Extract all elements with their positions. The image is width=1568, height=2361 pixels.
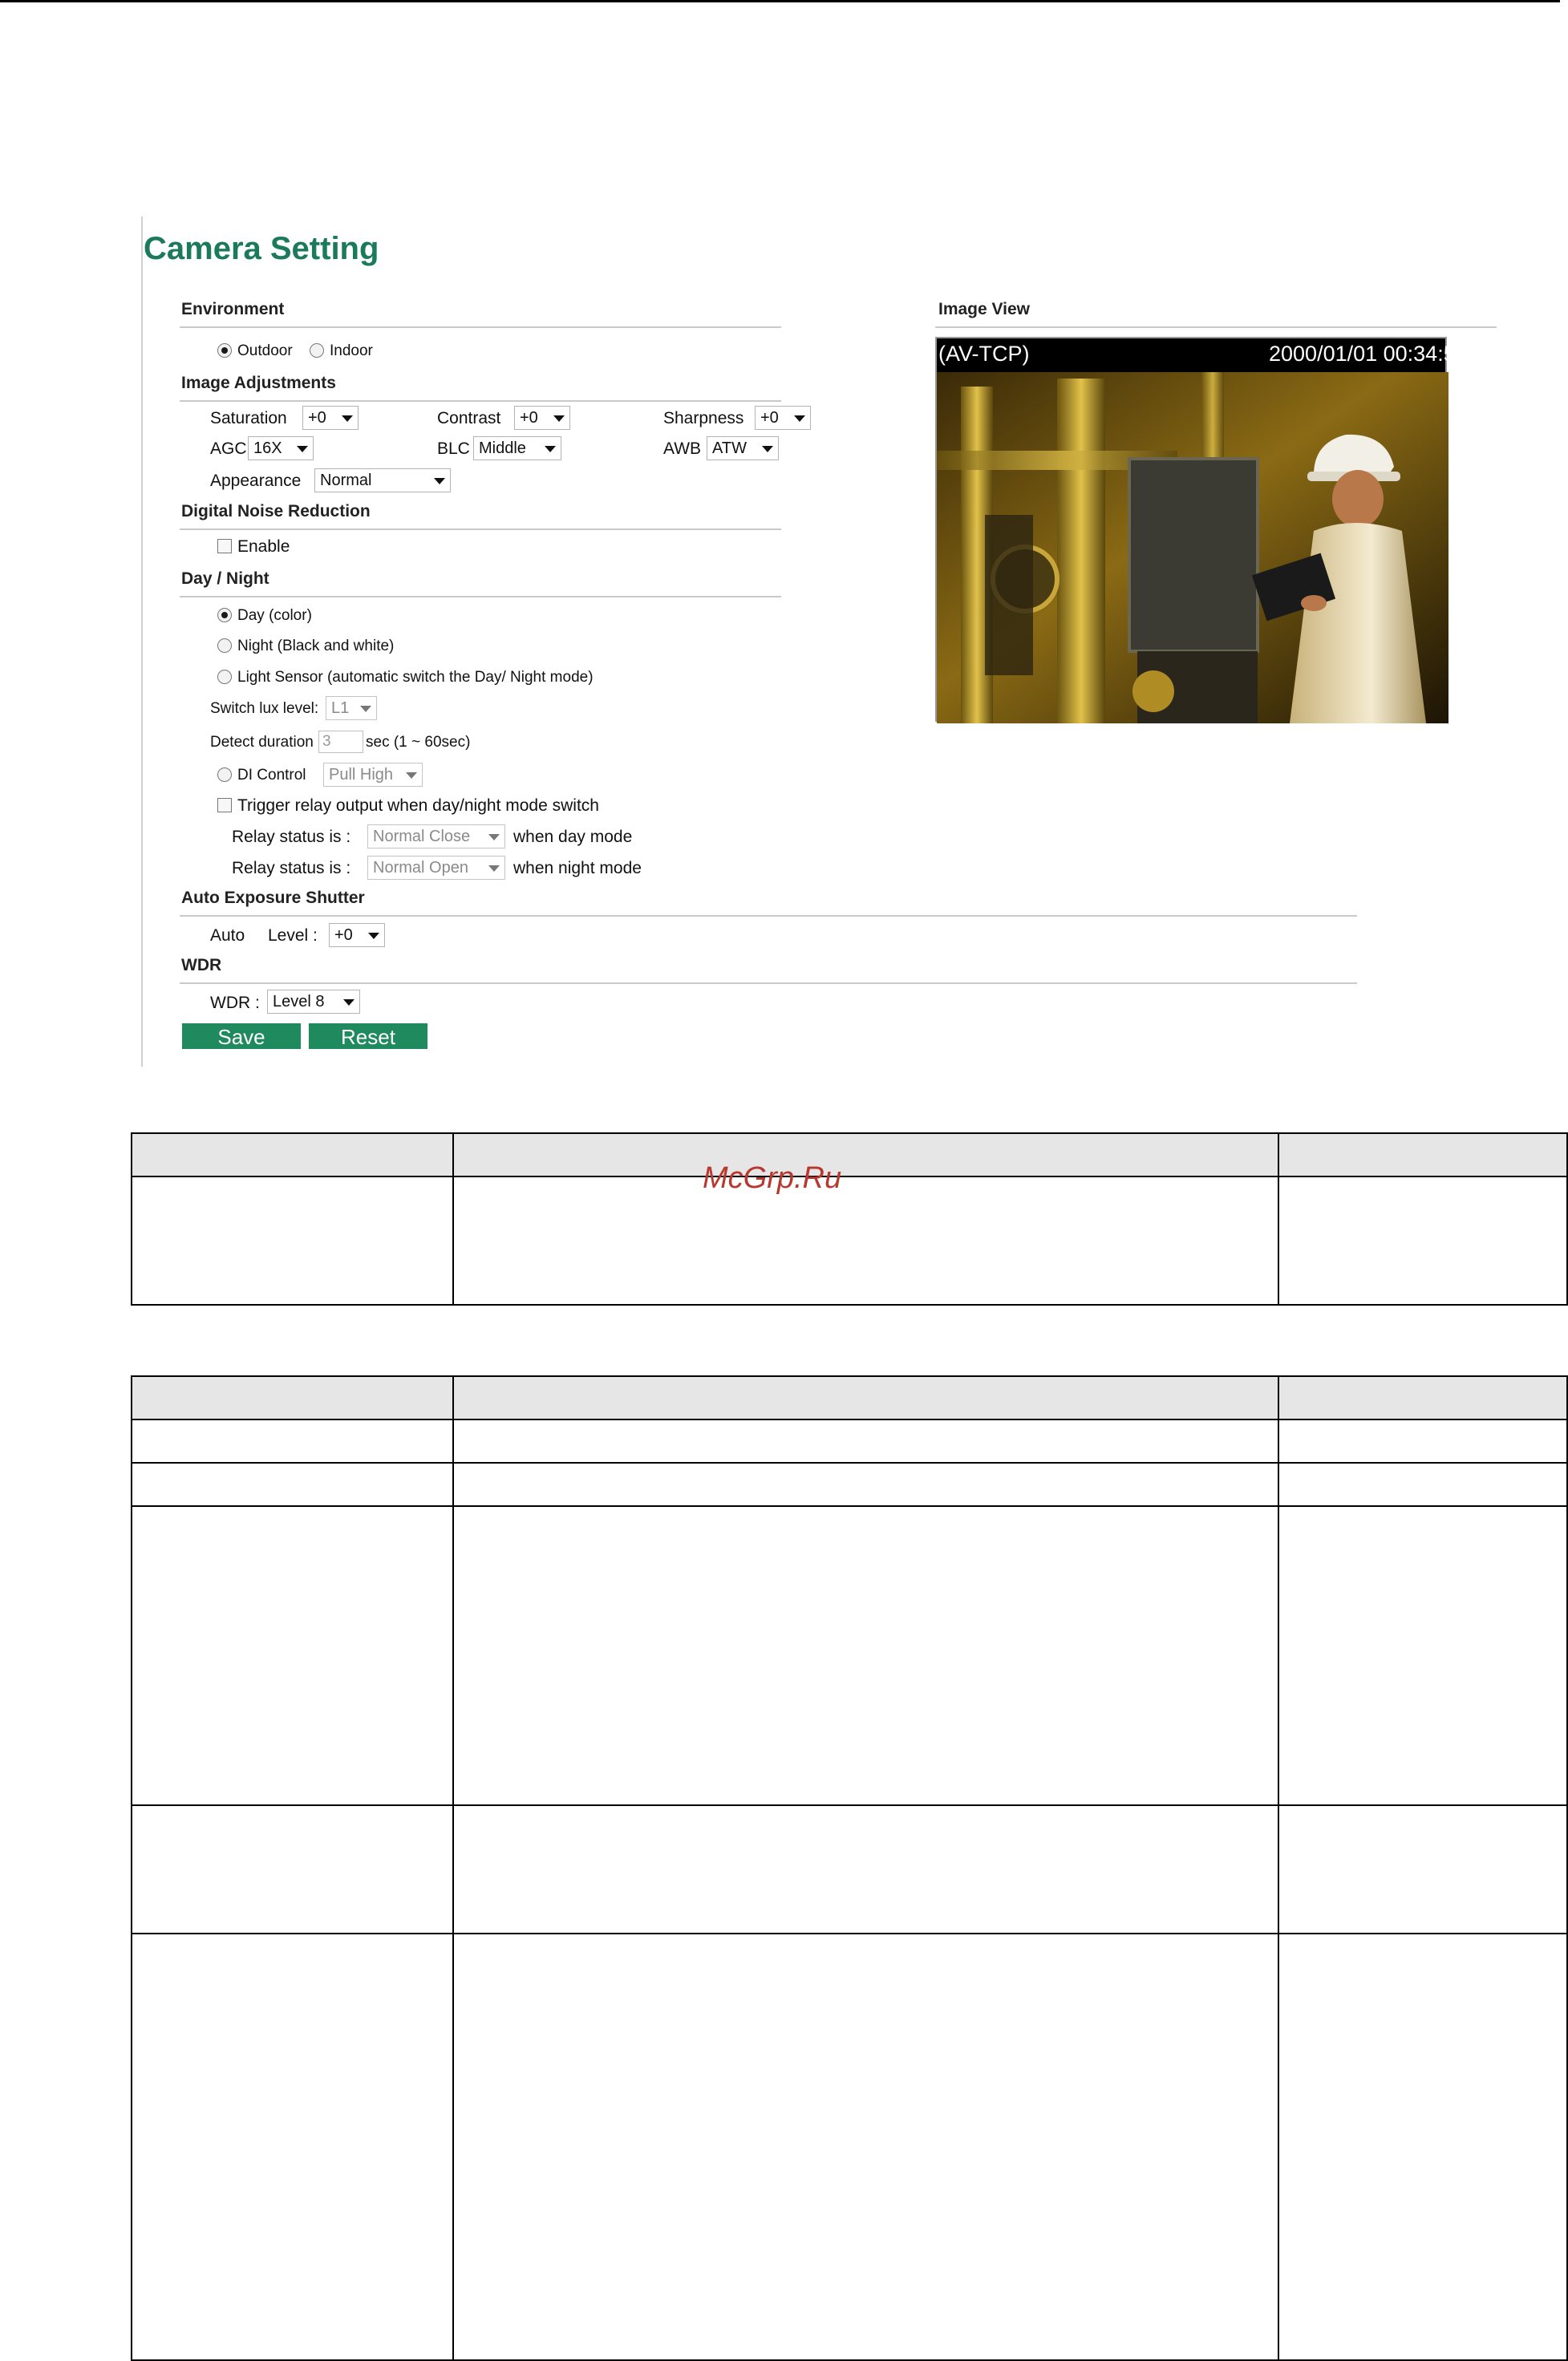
table-row	[132, 1805, 1567, 1934]
chevron-down-icon	[762, 446, 773, 452]
section-divider	[935, 326, 1497, 328]
section-image-view: Image View	[938, 300, 1031, 318]
label-switch-lux: Switch lux level:	[210, 700, 319, 717]
radio-di-control[interactable]	[217, 767, 232, 782]
label-relay-night-suffix: when night mode	[513, 859, 642, 877]
table-cell	[453, 1805, 1278, 1934]
table-row	[132, 1463, 1567, 1506]
select-value: +0	[760, 409, 779, 427]
label-agc: AGC	[210, 439, 247, 458]
section-divider	[180, 528, 781, 530]
watermark: McGrp.Ru	[703, 1161, 842, 1195]
table-cell	[1278, 1934, 1567, 2360]
select-relay-night[interactable]	[367, 856, 505, 880]
preview-stream-label: (AV-TCP)	[938, 342, 1030, 366]
label-exposure-auto: Auto	[210, 926, 245, 945]
label-contrast: Contrast	[437, 409, 501, 427]
section-divider	[180, 982, 1357, 984]
table-cell	[453, 1419, 1278, 1463]
radio-indoor[interactable]	[310, 343, 324, 358]
table-cell	[132, 1934, 453, 2360]
select-contrast[interactable]	[514, 406, 570, 430]
select-value: Pull High	[329, 766, 394, 784]
label-relay-day: Relay status is :	[232, 828, 351, 846]
chevron-down-icon	[343, 999, 355, 1006]
section-wdr: WDR	[181, 956, 222, 974]
label-blc: BLC	[437, 439, 470, 458]
table-row	[132, 1176, 1567, 1305]
table-header-cell	[1278, 1133, 1567, 1176]
label-detect-unit: sec (1 ~ 60sec)	[366, 734, 471, 751]
label-awb: AWB	[663, 439, 702, 458]
section-image-adjustments: Image Adjustments	[181, 374, 336, 392]
camera-setting-screenshot	[141, 217, 1505, 1067]
select-value: +0	[520, 409, 538, 427]
table-header-cell	[132, 1376, 453, 1419]
label-appearance: Appearance	[210, 472, 302, 490]
label-night: Night (Black and white)	[237, 638, 395, 654]
label-outdoor: Outdoor	[237, 342, 293, 359]
label-detect-duration: Detect duration	[210, 734, 314, 751]
table-row	[132, 1419, 1567, 1463]
label-trigger-relay: Trigger relay output when day/night mode switch	[237, 796, 599, 815]
label-wdr: WDR :	[210, 994, 260, 1012]
select-value: ATW	[712, 439, 747, 457]
label-di-control: DI Control	[237, 767, 306, 784]
table-cell	[453, 1506, 1278, 1805]
page-title: Camera Setting	[144, 231, 379, 266]
table-cell	[132, 1176, 453, 1305]
reset-button[interactable]: Reset	[309, 1023, 427, 1049]
table-cell	[132, 1506, 453, 1805]
camera-preview-image	[937, 338, 1448, 723]
select-agc[interactable]	[248, 436, 314, 460]
table-header-cell	[453, 1133, 1278, 1176]
label-relay-night: Relay status is :	[232, 859, 351, 877]
chevron-down-icon	[360, 706, 371, 712]
table-cell	[1278, 1176, 1567, 1305]
chevron-down-icon	[368, 933, 379, 939]
select-saturation[interactable]	[302, 406, 359, 430]
chevron-down-icon	[297, 446, 308, 452]
section-noise-reduction: Digital Noise Reduction	[181, 502, 371, 520]
table-cell	[1278, 1463, 1567, 1506]
radio-outdoor[interactable]	[217, 343, 232, 358]
table-cell	[132, 1419, 453, 1463]
table-cell	[1278, 1419, 1567, 1463]
label-noise-enable: Enable	[237, 537, 290, 556]
table-header-cell	[453, 1376, 1278, 1419]
select-di-control[interactable]	[323, 763, 423, 787]
table-cell	[453, 1463, 1278, 1506]
section-day-night: Day / Night	[181, 569, 269, 588]
radio-light-sensor[interactable]	[217, 670, 232, 684]
section-auto-exposure: Auto Exposure Shutter	[181, 889, 365, 907]
table-header-row	[132, 1376, 1567, 1419]
table-1	[131, 1132, 1568, 1306]
chevron-down-icon	[342, 415, 353, 422]
select-blc[interactable]	[473, 436, 561, 460]
select-exposure-level[interactable]	[329, 923, 385, 947]
select-value: +0	[308, 409, 326, 427]
section-divider	[180, 400, 781, 402]
table-row	[132, 1934, 1567, 2360]
save-button[interactable]: Save	[182, 1023, 301, 1049]
table-cell	[1278, 1805, 1567, 1934]
table-2	[131, 1375, 1568, 2361]
table-cell	[132, 1805, 453, 1934]
label-sharpness: Sharpness	[663, 409, 744, 427]
table-cell	[453, 1176, 1278, 1305]
table-header-row	[132, 1133, 1567, 1176]
label-relay-day-suffix: when day mode	[513, 828, 633, 846]
preview-timestamp: 2000/01/01 00:34:56	[1269, 342, 1468, 366]
select-awb[interactable]	[707, 436, 779, 460]
chevron-down-icon	[553, 415, 565, 422]
section-environment: Environment	[181, 300, 285, 318]
select-appearance[interactable]	[314, 468, 451, 492]
table-cell	[1278, 1506, 1567, 1805]
label-day: Day (color)	[237, 607, 312, 624]
page-top-rule	[0, 0, 1560, 2]
checkbox-noise-enable[interactable]	[217, 539, 232, 553]
label-exposure-level: Level :	[268, 926, 318, 945]
select-relay-day[interactable]	[367, 824, 505, 848]
select-value: Middle	[479, 439, 526, 457]
camera-preview	[935, 337, 1468, 722]
select-sharpness[interactable]	[755, 406, 811, 430]
label-light-sensor: Light Sensor (automatic switch the Day/ Night mode)	[237, 669, 594, 686]
select-value: Normal	[320, 472, 372, 489]
label-saturation: Saturation	[210, 409, 287, 427]
section-divider	[180, 326, 781, 328]
table-cell	[132, 1463, 453, 1506]
chevron-down-icon	[794, 415, 805, 422]
table-cell	[453, 1934, 1278, 2360]
select-value: 16X	[253, 439, 282, 457]
table-row	[132, 1506, 1567, 1805]
section-divider	[180, 596, 781, 597]
left-border	[141, 217, 143, 1067]
chevron-down-icon	[488, 865, 500, 872]
chevron-down-icon	[545, 446, 556, 452]
checkbox-trigger-relay[interactable]	[217, 798, 232, 812]
section-divider	[180, 915, 1357, 917]
table-header-cell	[1278, 1376, 1567, 1419]
chevron-down-icon	[488, 834, 500, 840]
radio-day[interactable]	[217, 608, 232, 622]
select-lux-level[interactable]	[326, 696, 377, 720]
select-value: +0	[334, 926, 353, 944]
radio-night[interactable]	[217, 638, 232, 653]
select-value: Normal Close	[373, 828, 471, 845]
select-wdr-level[interactable]	[267, 990, 360, 1014]
table-header-cell	[132, 1133, 453, 1176]
detect-duration-input[interactable]: 3	[318, 731, 363, 753]
chevron-down-icon	[406, 772, 417, 779]
select-value: Level 8	[273, 993, 325, 1010]
label-indoor: Indoor	[330, 342, 373, 359]
select-value: L1	[331, 699, 350, 717]
chevron-down-icon	[434, 478, 445, 484]
select-value: Normal Open	[373, 859, 468, 877]
